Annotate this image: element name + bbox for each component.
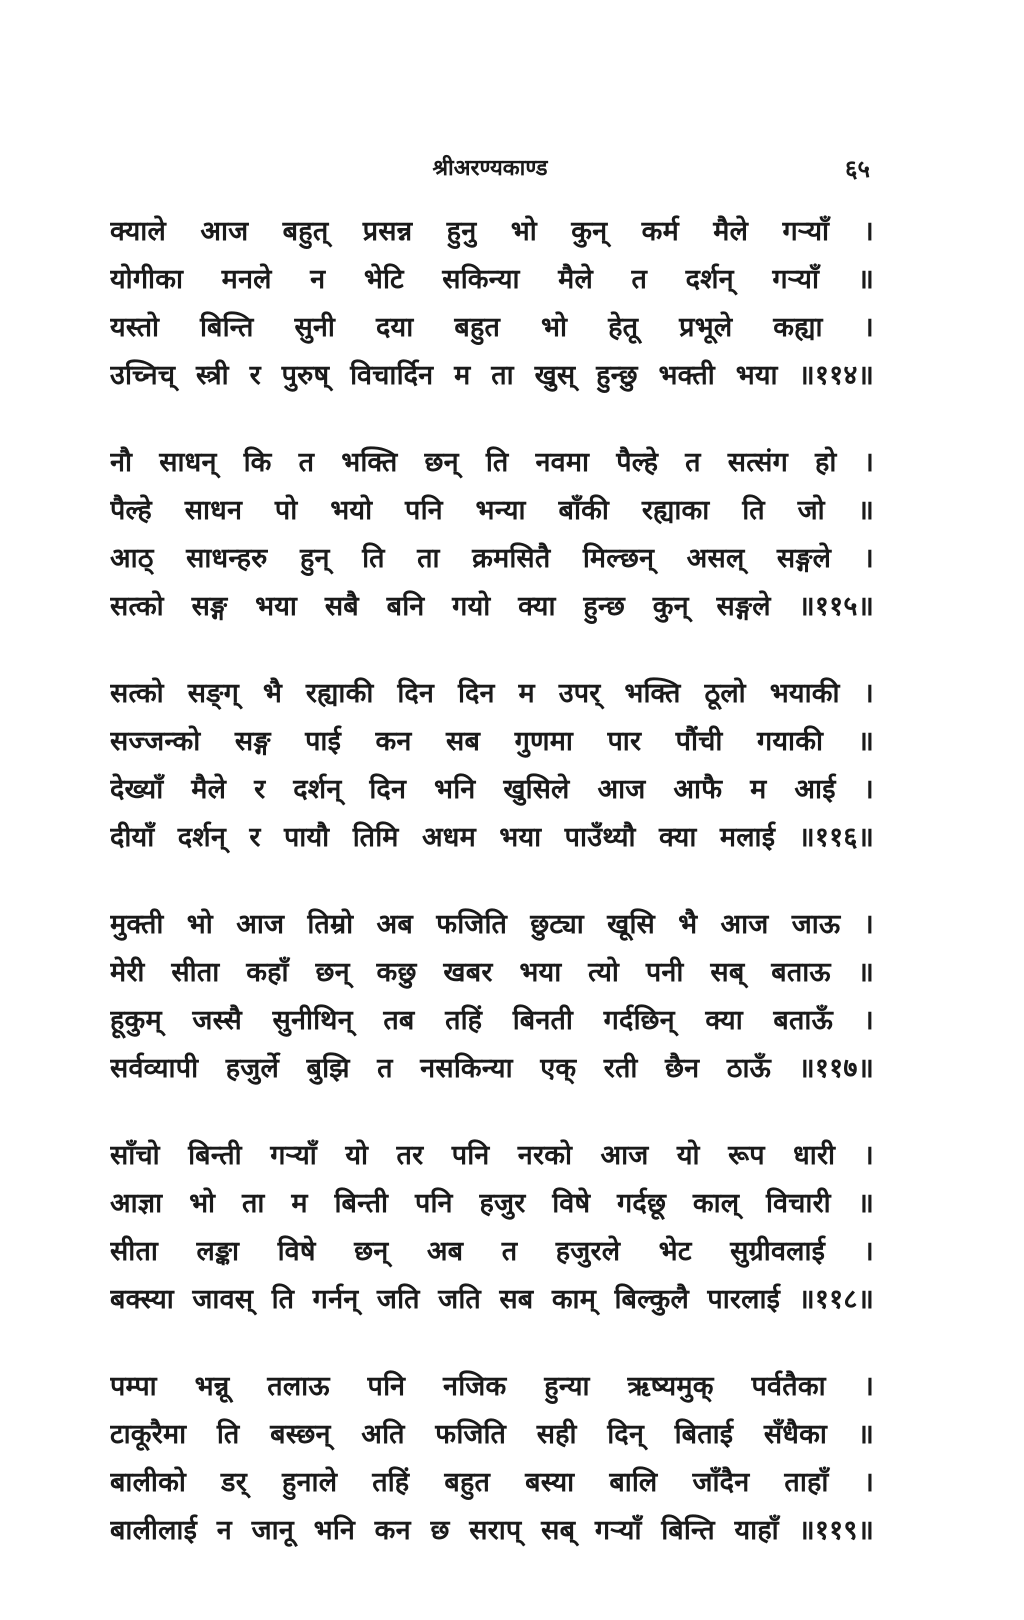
verse-line: बक्स्या जावस् ति गर्नन् जति जति सब काम् बिल्कुलै पारलाई ॥११८॥	[110, 1284, 874, 1315]
verse-line: सीता लङ्का विषे छन् अब त हजुरले भेट सुग्रीवलाई ।	[110, 1236, 874, 1267]
running-title: श्रीअरण्यकाण्ड	[432, 156, 548, 181]
verse-line: सत्को सङ्ग् भै रह्याकी दिन दिन म उपर् भक्ति ठूलो भयाकी ।	[110, 678, 874, 709]
verse-line: पम्पा भन्नू तलाऊ पनि नजिक हुन्या ऋष्यमुक् पर्वतैका ।	[110, 1371, 874, 1402]
verse-line: दीयाँ दर्शन् र पायौ तिमि अधम भया पाउँथ्यौ क्या मलाई ॥११६॥	[110, 822, 874, 853]
verse-line: योगीका मनले न भेटि सकिन्या मैले त दर्शन् गर्‍याँ ॥	[110, 264, 874, 295]
verse-line: मुक्ती भो आज तिम्रो अब फजिति छुट्या खूसि भै आज जाऊ ।	[110, 909, 874, 940]
verse-line: नौ साधन् कि त भक्ति छन् ति नवमा पैल्हे त सत्संग हो ।	[110, 447, 874, 478]
stanza-116	[110, 670, 874, 862]
verse-line: टाकूरैमा ति बस्छन् अति फजिति सही दिन् बिताई सँधैका ॥	[110, 1419, 874, 1450]
stanza-114	[110, 208, 874, 400]
verse-line: उच्निच् स्त्री र पुरुष् विचार्दिन म ता खुस् हुन्छु भक्ती भया ॥११४॥	[110, 360, 874, 391]
stanza-119	[110, 1363, 874, 1555]
verse-line: मेरी सीता कहाँ छन् कछु खबर भया त्यो पनी सब् बताऊ ॥	[110, 957, 874, 988]
verse-body	[110, 208, 874, 1594]
verse-line: यस्तो बिन्ति सुनी दया बहुत भो हेतू प्रभूले कह्या ।	[110, 312, 874, 343]
stanza-117	[110, 901, 874, 1093]
verse-line: साँचो बिन्ती गर्‍याँ यो तर पनि नरको आज यो रूप धारी ।	[110, 1140, 874, 1171]
verse-line: बालीको डर् हुनाले तहिं बहुत बस्या बालि जाँदैन ताहाँ ।	[110, 1467, 874, 1498]
verse-line: क्याले आज बहुत् प्रसन्न हुनु भो कुन् कर्म मैले गर्‍याँ ।	[110, 216, 874, 247]
verse-line: सत्को सङ्ग भया सबै बनि गयो क्या हुन्छ कुन् सङ्गले ॥११५॥	[110, 591, 874, 622]
verse-line: आज्ञा भो ता म बिन्ती पनि हजुर विषे गर्दछू काल् विचारी ॥	[110, 1188, 874, 1219]
verse-line: देख्याँ मैले र दर्शन् दिन भनि खुसिले आज आफै म आई ।	[110, 774, 874, 805]
verse-line: आठ् साधन्हरु हुन् ति ता क्रमसितै मिल्छन् असल् सङ्गले ।	[110, 543, 874, 574]
verse-line: सज्जन्को सङ्ग पाई कन सब गुणमा पार पौंची गयाकी ॥	[110, 726, 874, 757]
page-header	[110, 146, 870, 186]
verse-line: पैल्हे साधन पो भयो पनि भन्या बाँकी रह्याका ति जो ॥	[110, 495, 874, 526]
page-number: ६५	[845, 155, 870, 183]
verse-line: हूकुम् जस्सै सुनीथिन् तब तहिं बिनती गर्दछिन् क्या बताऊँ ।	[110, 1005, 874, 1036]
verse-line: बालीलाई न जानू भनि कन छ सराप् सब् गर्‍याँ बिन्ति याहाँ ॥११९॥	[110, 1515, 874, 1546]
stanza-118	[110, 1132, 874, 1324]
verse-line: सर्वव्यापी हजुर्ले बुझि त नसकिन्या एक् रती छैन ठाऊँ ॥११७॥	[110, 1053, 874, 1084]
stanza-115	[110, 439, 874, 631]
